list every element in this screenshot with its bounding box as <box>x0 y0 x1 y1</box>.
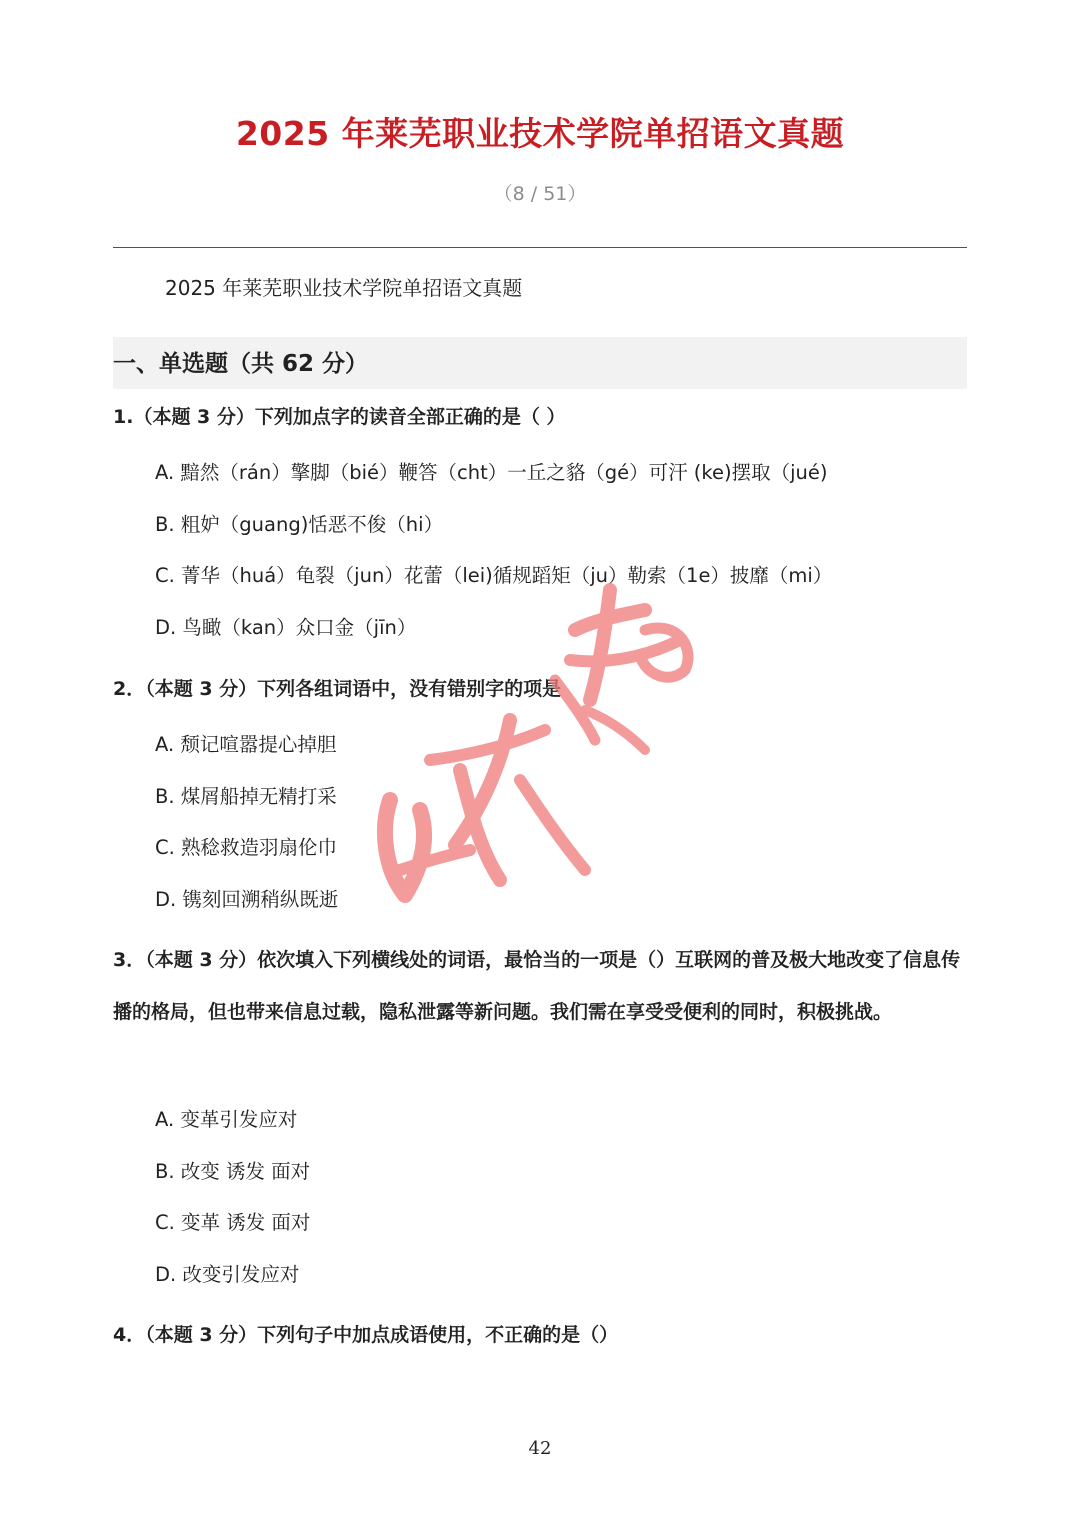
question-stem: 3．（本题 3 分）依次填入下列横线处的词语，最恰当的一项是（）互联网的普及极大地改变了信息传播的格局，但也带来信息过载，隐私泄露等新问题。我们需在享受受便利的同时，积极挑战。 <box>113 949 961 1023</box>
document-heading: 2025 年莱芜职业技术学院单招语文真题 <box>165 276 523 300</box>
option-c: C. 菁华（huá）龟裂（jun）花蕾（lei)循规蹈矩（ju）勒索（1e）披靡（mi） <box>155 564 833 587</box>
document-title: 2025 年莱芜职业技术学院单招语文真题 <box>235 114 845 153</box>
option-d: D. 改变引发应对 <box>155 1263 300 1286</box>
section-header <box>113 337 967 389</box>
page-count: （8 / 51） <box>493 183 587 205</box>
question-stem: 1.（本题 3 分）下列加点字的读音全部正确的是（ ） <box>113 406 566 428</box>
option-a: A. 黯然（rán）擎脚（bié）鞭答（cht）一丘之貉（gé）可汗 (ke)摆取（jué) <box>155 461 828 484</box>
option-d: D. 镌刻回溯稍纵既逝 <box>155 888 339 911</box>
option-b: B. 改变 诱发 面对 <box>155 1160 311 1183</box>
page-number: 42 <box>528 1438 552 1459</box>
option-b: B. 煤屑船掉无精打采 <box>155 785 337 808</box>
option-d: D. 鸟瞰（kan）众口金（jīn） <box>155 616 417 639</box>
section-title: 一、单选题（共 62 分） <box>113 351 369 377</box>
question-stem: 2．（本题 3 分）下列各组词语中，没有错别字的项是 <box>113 678 562 700</box>
header-divider <box>113 247 967 248</box>
option-a: A. 颓记喧嚣提心掉胆 <box>155 733 337 756</box>
option-c: C. 变革 诱发 面对 <box>155 1211 311 1234</box>
option-a: A. 变革引发应对 <box>155 1108 298 1131</box>
question-stem: 4．（本题 3 分）下列句子中加点成语使用，不正确的是（） <box>113 1324 619 1346</box>
option-b: B. 粗妒（guang)恬恶不俊（hi） <box>155 513 444 536</box>
option-c: C. 熟稔救造羽扇伦巾 <box>155 836 338 859</box>
